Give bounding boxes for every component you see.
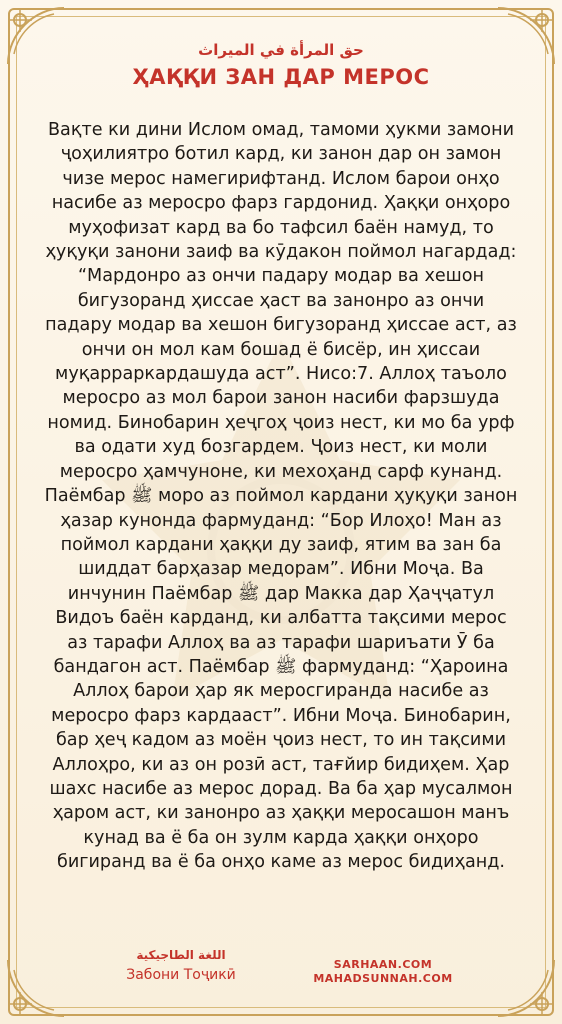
website-link-mahadsunnah[interactable]: MAHADSUNNAH.COM [313, 972, 453, 985]
language-label [96, 946, 266, 986]
arabic-subtitle: حق المرأة في الميراث [198, 41, 364, 59]
website-links [298, 958, 468, 986]
footer [0, 946, 562, 1006]
language-tajik: Забони Тоҷикӣ [126, 967, 236, 983]
article-paragraph: Вақте ки дини Ислом омад, тамоми ҳукми замони ҷоҳилиятро ботил кард, ки занон дар он замон чизе мерос намегирифтанд. Ислом барои онҳо насибе аз меросро фарз гардонид. Ҳаққи онҳоро муҳофизат кард ва бо тафсил баён намуд, то ҳуқуқи занони заиф ва кӯдакон поймол нагардад: “Мардонро аз ончи падару модар ва хешон бигузоранд ҳиссае ҳаст ва занонро аз ончи падару модар ва хешон бигузоранд ҳиссае аст, аз ончи он мол кам бошад ё бисёр, ин ҳиссаи муқарраркардашуда аст”. Нисо:7. Аллоҳ таъоло меросро аз мол барои занон насиби фарзшуда номид. Бинобарин ҳеҷгоҳ ҷоиз нест, ки мо ба урф ва одати худ бозгардем. Ҷоиз нест, ки моли меросро ҳамчуноне, ки мехоҳанд сарф кунанд. Паёмбар ﷺ моро аз поймол кардани ҳуқуқи занон ҳазар кунонда фармуданд: “Бор Илоҳо! Ман аз поймол кардани ҳаққи ду заиф, ятим ва зан ба шиддат барҳазар медорам”. Ибни Моҷа. Ва инчунин Паёмбар ﷺ дар Макка дар Ҳаҷҷатул Видоъ баён карданд, ки албатта тақсими мерос аз тарафи Аллоҳ ва аз тарафи шариъати Ӯ ба бандагон аст. Паёмбар ﷺ фармуданд: “Ҳароина Аллоҳ барои ҳар як меросгиранда насибе аз меросро фарз кардааст”. Ибни Моҷа. Бинобарин, бар ҳеҷ кадом аз моён ҷоиз нест, то ин тақсими Аллоҳро, ки аз он розӣ аст, тағйир бидиҳем. Ҳар шахс насибе аз мерос дорад. Ва ба ҳар мусалмон ҳаром аст, ки занонро аз ҳаққи меросашон манъ кунад ва ё ба он зулм карда ҳаққи онҳоро бигиранд ва ё ба онҳо каме аз мерос бидиҳанд. [44, 120, 518, 873]
website-link-sarhaan[interactable]: SARHAAN.COM [333, 958, 433, 971]
header [0, 40, 562, 92]
article-body [44, 118, 518, 875]
language-arabic: اللغة الطاجيكية [136, 948, 226, 962]
page-title: ҲАҚҚИ ЗАН ДАР МЕРОС [132, 65, 430, 89]
